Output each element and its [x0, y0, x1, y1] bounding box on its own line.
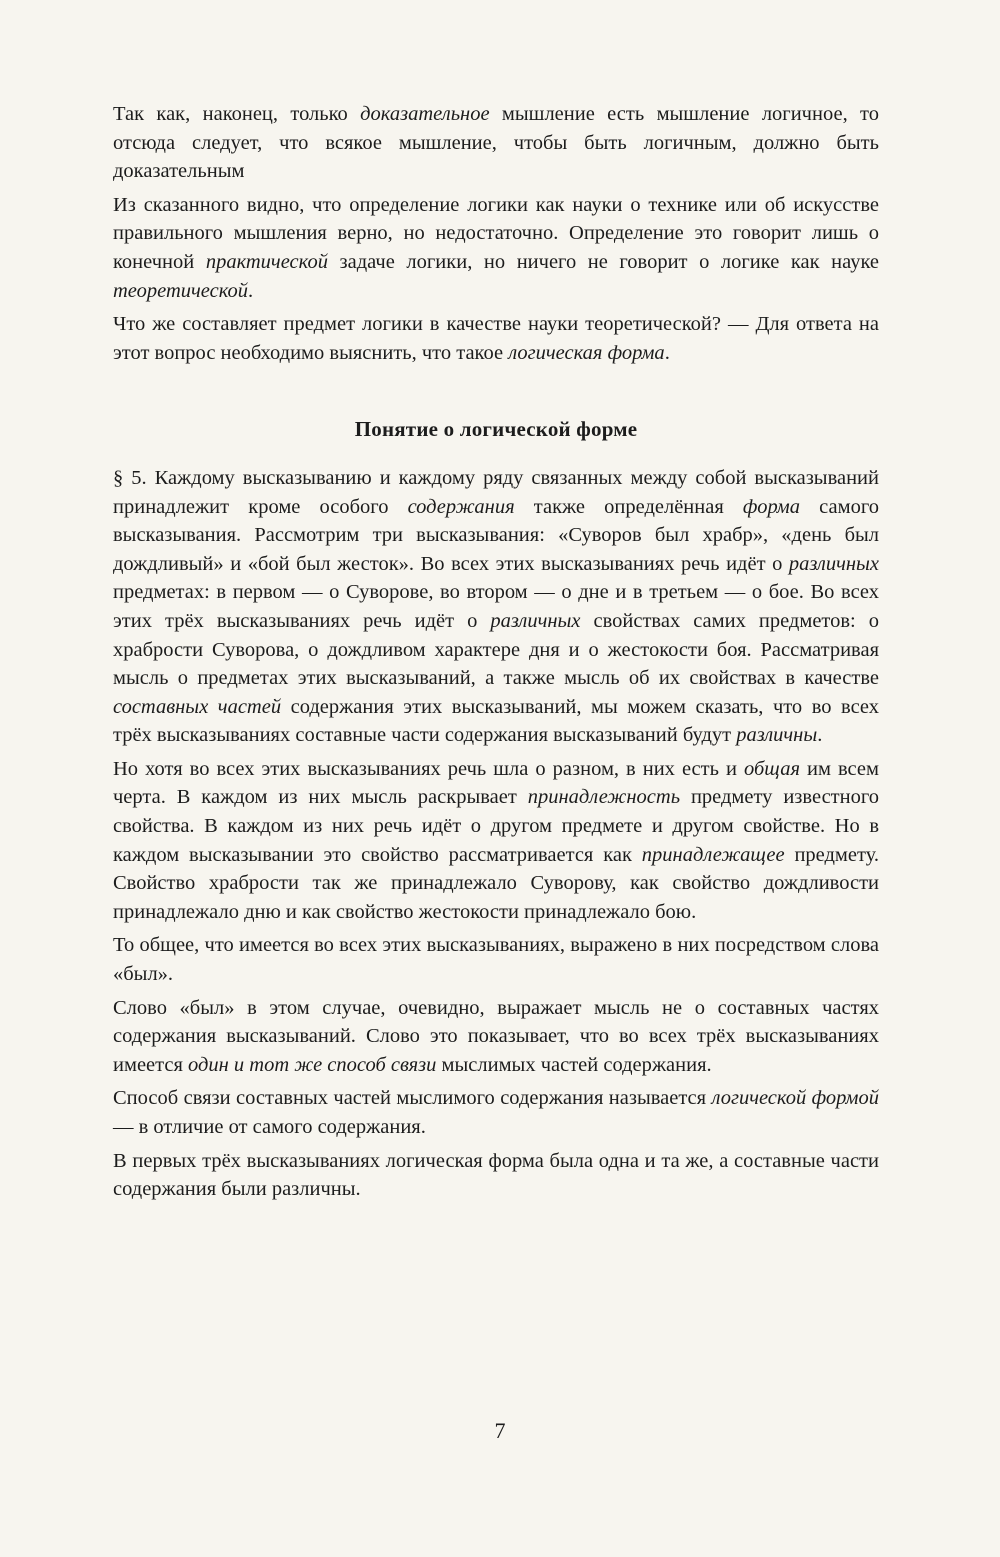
section-heading: Понятие о логической форме — [354, 417, 638, 442]
text-run: Что же составляет предмет логики в качестве науки теоретической? — Для ответа на этот вопрос необходимо выяснить, что такое — [113, 313, 879, 364]
intro-text-block — [113, 100, 879, 367]
paragraph — [113, 310, 879, 367]
paragraph — [113, 1147, 879, 1204]
italic-text: логической формой — [711, 1087, 879, 1110]
section-text-block — [113, 464, 879, 1204]
text-run: предмету. Свойство храбрости так же принадлежало Суворову, как свойство дождливости принадлежало дню и как свойство жестокости принадлежало бою. — [113, 843, 880, 923]
text-run: § 5. Каждому высказыванию и каждому ряду связанных между собой высказываний принадлежит кроме особого — [113, 466, 879, 518]
text-run: Способ связи составных частей мыслимого содержания называется — [113, 1087, 712, 1110]
italic-text: составных частей — [113, 695, 282, 718]
text-run: . — [248, 279, 254, 302]
paragraph — [113, 994, 879, 1080]
text-run: задаче логики, но ничего не говорит о логике как науке — [327, 250, 880, 273]
text-run: — в отличие от самого содержания. — [113, 1116, 426, 1138]
italic-text: различны — [736, 724, 818, 747]
italic-text: общая — [743, 757, 801, 780]
page-body — [113, 100, 879, 1209]
paragraph — [113, 100, 879, 186]
italic-text: форма — [742, 495, 801, 518]
italic-text: содержания — [407, 495, 515, 518]
paragraph — [113, 191, 879, 305]
italic-text: логическая форма — [508, 341, 665, 364]
text-run: В первых трёх высказываниях логическая форма была одна и та же, а составные части содержания были различны. — [113, 1149, 879, 1201]
text-run: . — [817, 724, 823, 747]
text-run: им всем черта. В каждом из них мысль раскрывает — [113, 757, 879, 809]
italic-text: различных — [490, 609, 581, 632]
italic-text: различных — [788, 552, 879, 575]
page-number: 7 — [494, 1418, 506, 1443]
paragraph — [113, 1084, 879, 1141]
text-run: . — [664, 341, 670, 364]
text-run: предметах: в первом — о Суворове, во втором — о дне и в третьем — о бое. Во всех этих трёх высказываниях речь идёт о — [113, 581, 879, 632]
italic-text: принадлежность — [527, 786, 681, 809]
italic-text: теоретической — [113, 279, 249, 302]
text-run: мыслимых частей содержания. — [436, 1053, 712, 1076]
paragraph — [113, 755, 879, 927]
text-run: мышление есть мышление логичное, то отсюда следует, что всякое мышление, чтобы быть логичным, должно быть доказательным — [113, 103, 879, 183]
paragraph — [113, 931, 879, 988]
paragraph — [113, 464, 879, 750]
italic-text: принадлежащее — [641, 843, 785, 866]
italic-text: практической — [205, 250, 328, 273]
text-run: Но хотя во всех этих высказываниях речь шла о разном, в них есть и — [113, 757, 744, 780]
text-run: Так как, наконец, только — [113, 103, 361, 125]
italic-text: доказательное — [360, 103, 490, 125]
italic-text: один и тот же способ связи — [188, 1053, 437, 1076]
text-run: свойствах самих предметов: о храбрости Суворова, о дождливом характере дня и о жестокости боя. Рассматривая мысль о предметах этих высказываний, а также мысль об их свойствах в качестве — [113, 609, 879, 690]
text-run: содержания этих высказываний, мы можем сказать, что во всех трёх высказываниях составные части содержания высказываний будут — [113, 695, 879, 747]
text-run: самого высказывания. Рассмотрим три высказывания: «Суворов был храбр», «день был дождливый» и «бой был жесток». Во всех этих высказываниях речь идёт о — [113, 495, 879, 575]
text-run: То общее, что имеется во всех этих высказываниях, выражено в них посредством слова «был». — [113, 934, 879, 986]
text-run: Слово «был» в этом случае, очевидно, выражает мысль не о составных частях содержания высказываний. Слово это показывает, что во всех трёх высказываниях имеется — [113, 996, 879, 1076]
text-run: Из сказанного видно, что определение логики как науки о технике или об искусстве правильного мышления верно, но недостаточно. Определение это говорит лишь о конечной — [113, 193, 879, 273]
text-run: также определённая — [514, 495, 743, 518]
text-run: предмету известного свойства. В каждом из них речь идёт о другом предмете и другом свойстве. Но в каждом высказывании это свойство рассматривается как — [113, 786, 880, 866]
